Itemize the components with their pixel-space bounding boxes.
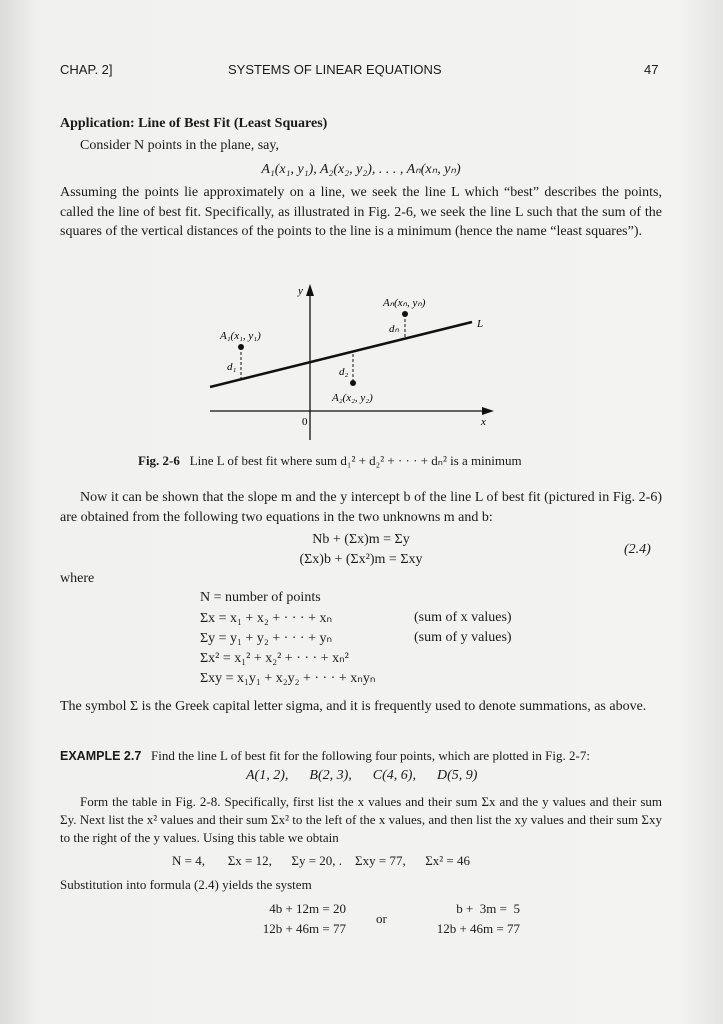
paragraph: Assuming the points lie approximately on a line, we seek the line L which “best” describes the points, called the line of best fit. Specifically, as illustrated in Fig. 2-6, we seek the line L such that the sum of the squares of the vertical distances of the points to the line is a minimum (hence the name “least squares”). (60, 185, 662, 239)
def-0: N = number of points (200, 590, 321, 605)
section-heading: Application: Line of Best Fit (Least Squares) (60, 116, 328, 131)
def-1: Σx = x₁ + x₂ + · · · + xₙ (200, 611, 333, 626)
points-formula: A₁(x₁, y₁), A₂(x₂, y₂), . . . , Aₙ(xₙ, yₙ) (261, 162, 461, 177)
point-an (402, 311, 408, 317)
point-c: C(4, 6), (372, 768, 416, 783)
y-axis-arrow (306, 284, 314, 296)
slope-paragraph: Now it can be shown that the slope m and the y intercept b of the line L of best fit (pictured in Fig. 2-6) are obtained from the following two equations in the two unknowns m and b: (60, 490, 662, 525)
x-label: x (481, 416, 486, 428)
example-heading (60, 748, 590, 764)
system-left-1: 4b + 12m = 20 (269, 901, 346, 916)
chapter-label: CHAP. 2] (60, 62, 113, 77)
equation-1: Nb + (Σx)m = Σy (312, 532, 410, 547)
a2-label: A₂(x₂, y₂) (332, 392, 373, 404)
d1-label: d₁ (227, 361, 237, 373)
caption-number: Fig. 2-6 (138, 453, 180, 468)
running-title: SYSTEMS OF LINEAR EQUATIONS (228, 62, 442, 77)
def-2: Σy = y₁ + y₂ + · · · + yₙ (200, 631, 333, 646)
figure-2-6 (200, 280, 520, 450)
example-paragraph: Form the table in Fig. 2-8. Specifically, first list the x values and their sum Σx and the y values and their sum Σy. Next list the x² values and their sum Σx² to the left of the x values, and then list the xy values and their sum Σxy to the right of the y values. Using this table we obtain (60, 794, 662, 845)
system-right-2: 12b + 46m = 77 (436, 921, 520, 936)
page-number: 47 (644, 62, 659, 77)
where-label: where (60, 571, 95, 586)
origin-label: 0 (302, 416, 308, 428)
point-b: B(2, 3), (309, 768, 352, 783)
an-label: Aₙ(xₙ, yₙ) (383, 297, 426, 309)
dn-label: dₙ (389, 323, 399, 335)
point-a: A(1, 2), (246, 768, 289, 783)
point-a2 (350, 380, 356, 386)
x-axis-arrow (482, 407, 494, 415)
def-4: Σxy = x₁y₁ + x₂y₂ + · · · + xₙyₙ (200, 671, 376, 686)
def-3: Σx² = x₁² + x₂² + · · · + xₙ² (200, 651, 349, 666)
symbol-paragraph: The symbol Σ is the Greek capital letter sigma, and it is frequently used to denote summations, as above. (60, 699, 647, 714)
example-text: Find the line L of best fit for the following four points, which are plotted in Fig. 2-7: (151, 748, 590, 763)
sum-x2: Σx² = 46 (425, 853, 470, 868)
sum-y: Σy = 20, . (291, 853, 343, 868)
def-1-note: (sum of x values) (414, 610, 512, 625)
example-label: EXAMPLE 2.7 (60, 749, 142, 763)
caption-text: Line L of best fit where sum d₁² + d₂² + · · · + dₙ² is a minimum (189, 453, 522, 468)
sums-line (172, 853, 470, 869)
example-points (246, 768, 477, 784)
or-label: or (376, 911, 387, 926)
a1-label: A₁(x₁, y₁) (220, 330, 261, 342)
equation-2: (Σx)b + (Σx²)m = Σxy (299, 552, 423, 567)
sum-xy: Σxy = 77, (355, 853, 406, 868)
y-label: y (298, 285, 303, 297)
substitution-text: Substitution into formula (2.4) yields the system (60, 877, 312, 892)
point-a1 (238, 344, 244, 350)
d2-label: d₂ (339, 366, 349, 378)
line-label: L (477, 318, 484, 330)
sum-n: N = 4, (172, 853, 205, 868)
point-d: D(5, 9) (436, 768, 478, 783)
system-left-2: 12b + 46m = 77 (262, 921, 346, 936)
figure-caption (138, 453, 522, 469)
def-2-note: (sum of y values) (414, 630, 512, 645)
system-right-1: b + 3m = 5 (456, 901, 520, 916)
sum-x: Σx = 12, (227, 853, 272, 868)
intro-text: Consider N points in the plane, say, (80, 138, 279, 153)
equation-number: (2.4) (624, 542, 651, 557)
